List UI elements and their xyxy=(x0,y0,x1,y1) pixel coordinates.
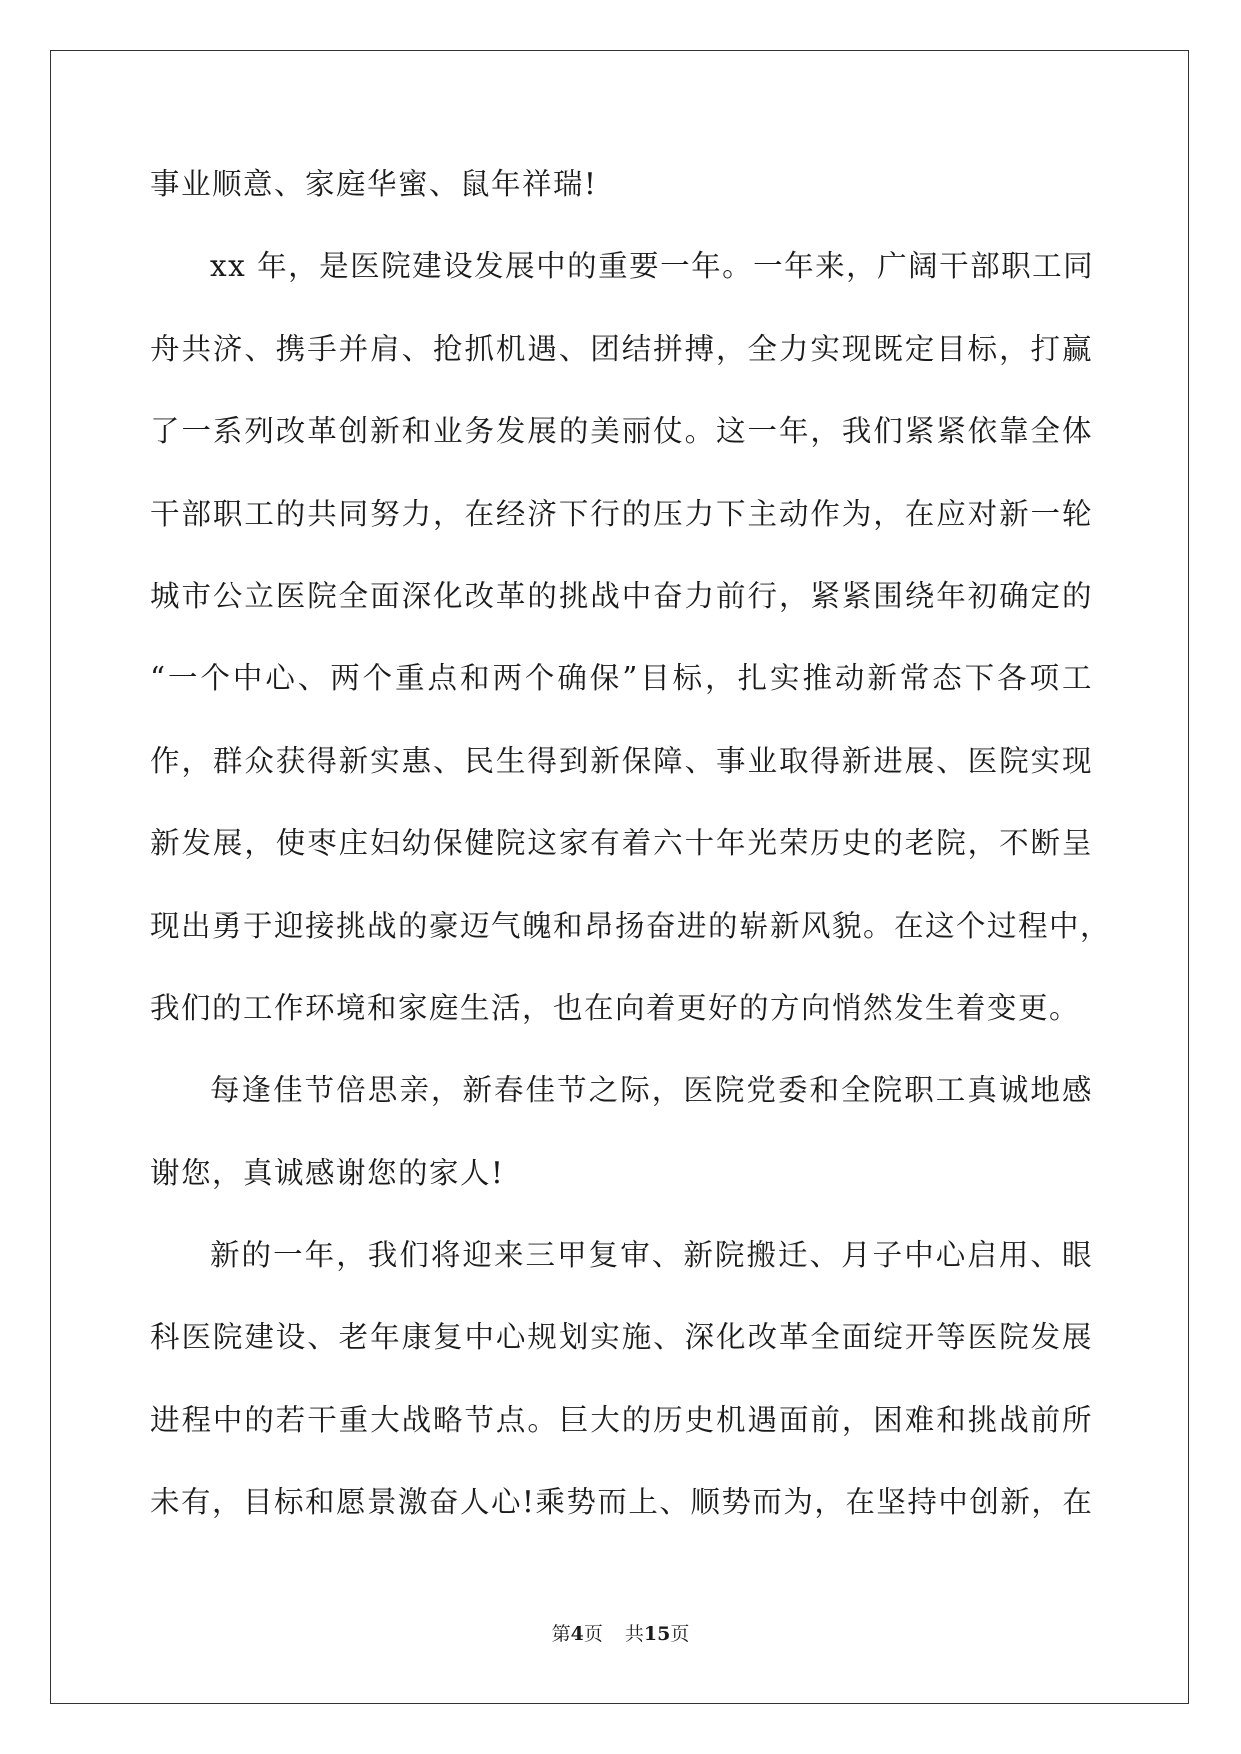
text-line: 我们的工作环境和家庭生活，也在向着更好的方向悄然发生着变更。 xyxy=(150,990,1081,1025)
page-footer xyxy=(0,1622,1241,1646)
total-pages-number: 15 xyxy=(643,1623,671,1645)
text-line: 舟共济、携手并肩、抢抓机遇、团结拼搏，全力实现既定目标，打赢 xyxy=(150,331,1093,366)
document-body xyxy=(150,158,1112,1559)
text-line: 新发展，使枣庄妇幼保健院这家有着六十年光荣历史的老院，不断呈 xyxy=(150,826,1093,861)
text-line: 了一系列改革创新和业务发展的美丽仗。这一年，我们紧紧依靠全体 xyxy=(150,414,1093,449)
text-line: 进程中的若干重大战略节点。巨大的历史机遇面前，困难和挑战前所 xyxy=(150,1402,1093,1437)
total-prefix: 共 xyxy=(624,1623,644,1645)
text-line: 谢您，真诚感谢您的家人! xyxy=(150,1155,505,1190)
total-suffix: 页 xyxy=(670,1623,690,1645)
text-line: xx 年，是医院建设发展中的重要一年。一年来，广阔干部职工同 xyxy=(210,249,1095,284)
text-line: 现出勇于迎接挑战的豪迈气魄和昂扬奋进的崭新风貌。在这个过程中， xyxy=(150,908,1112,943)
text-line: 每逢佳节倍思亲，新春佳节之际，医院党委和全院职工真诚地感 xyxy=(210,1073,1093,1108)
text-line: 事业顺意、家庭华蜜、鼠年祥瑞! xyxy=(150,167,598,201)
text-line: 作，群众获得新实惠、民生得到新保障、事业取得新进展、医院实现 xyxy=(150,743,1093,778)
page-suffix: 页 xyxy=(583,1623,603,1645)
page-prefix: 第 xyxy=(551,1623,571,1645)
text-line: “一个中心、两个重点和两个确保”目标，扎实推动新常态下各项工 xyxy=(150,661,1093,696)
current-page-number: 4 xyxy=(570,1623,584,1645)
text-line: 干部职工的共同努力，在经济下行的压力下主动作为，在应对新一轮 xyxy=(150,496,1093,531)
text-line: 科医院建设、老年康复中心规划实施、深化改革全面绽开等医院发展 xyxy=(150,1320,1093,1355)
text-line: 城市公立医院全面深化改革的挑战中奋力前行，紧紧围绕年初确定的 xyxy=(150,578,1093,613)
text-line: 新的一年，我们将迎来三甲复审、新院搬迁、月子中心启用、眼 xyxy=(210,1238,1093,1273)
text-line: 未有，目标和愿景激奋人心!乘势而上、顺势而为，在坚持中创新，在 xyxy=(150,1485,1094,1520)
